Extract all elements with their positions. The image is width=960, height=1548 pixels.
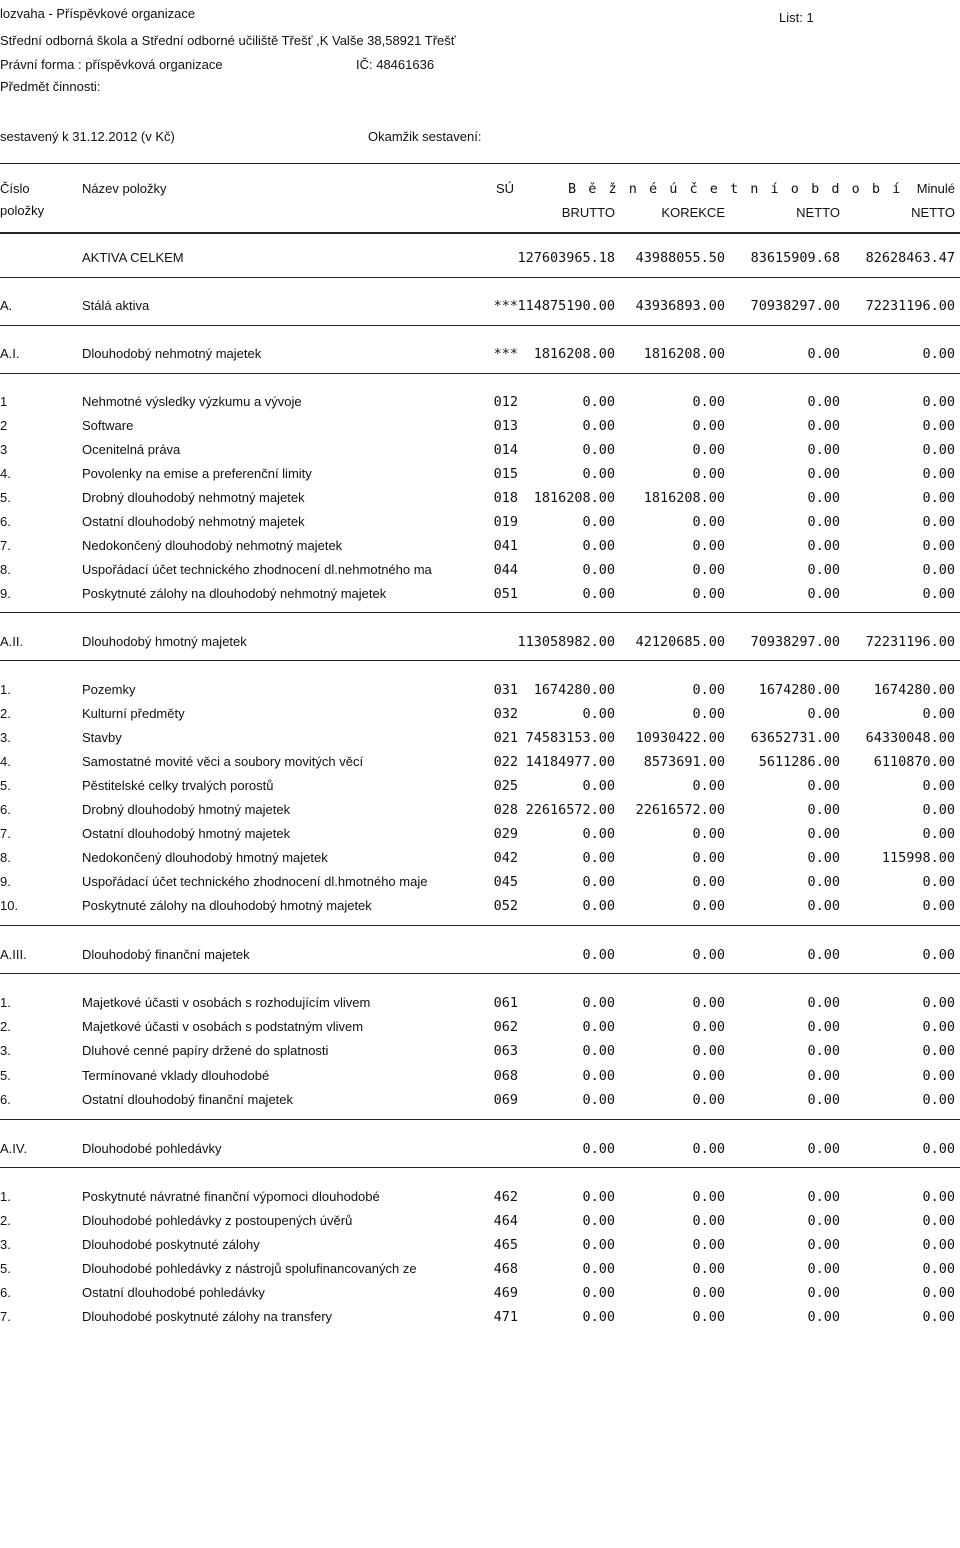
cell-prev: 0.00 [922, 1237, 955, 1253]
cell-korekce: 0.00 [692, 442, 725, 458]
cell-prev: 0.00 [922, 826, 955, 842]
cell-name: Poskytnuté návratné finanční výpomoci dlouhodobé [82, 1189, 380, 1204]
cell-brutto: 0.00 [582, 1092, 615, 1108]
cell-prev: 0.00 [922, 1189, 955, 1205]
cell-brutto: 0.00 [582, 1068, 615, 1084]
cell-netto: 0.00 [807, 826, 840, 842]
cell-num: 5. [0, 1068, 11, 1083]
cell-su: 018 [493, 490, 518, 506]
cell-korekce: 8573691.00 [643, 754, 725, 770]
cell-num: 3. [0, 1237, 11, 1252]
cell-netto: 0.00 [807, 1068, 840, 1084]
cell-netto: 0.00 [807, 394, 840, 410]
cell-prev: 0.00 [922, 706, 955, 722]
cell-netto: 5611286.00 [758, 754, 840, 770]
cell-netto: 0.00 [807, 778, 840, 794]
cell-brutto: 0.00 [582, 898, 615, 914]
cell-su: 069 [493, 1092, 518, 1108]
cell-name: Dluhové cenné papíry držené do splatnosti [82, 1043, 329, 1058]
cell-num: 10. [0, 898, 19, 913]
cell-su: 032 [493, 706, 518, 722]
cell-num: 9. [0, 874, 11, 889]
cell-prev: 0.00 [922, 1213, 955, 1229]
legal-form: Právní forma : příspěvková organizace [0, 57, 223, 72]
cell-num: 1. [0, 1189, 11, 1204]
cell-name: Stavby [82, 730, 122, 745]
cell-su: 022 [493, 754, 518, 770]
cell-brutto: 1816208.00 [533, 490, 615, 506]
cell-num: 3 [0, 442, 8, 457]
cell-num: 7. [0, 1309, 11, 1324]
cell-su: 041 [493, 538, 518, 554]
cell-name: Majetkové účasti v osobách s rozhodujícím vlivem [82, 995, 371, 1010]
cell-brutto: 1674280.00 [533, 682, 615, 698]
cell-name: Povolenky na emise a preferenční limity [82, 466, 312, 481]
cell-korekce: 0.00 [692, 1092, 725, 1108]
cell-num: 3. [0, 1043, 11, 1058]
cell-prev: 0.00 [922, 947, 955, 963]
cell-korekce: 0.00 [692, 682, 725, 698]
cell-prev: 0.00 [922, 802, 955, 818]
cell-korekce: 0.00 [692, 1309, 725, 1325]
cell-netto: 0.00 [807, 418, 840, 434]
cell-name: Ostatní dlouhodobé pohledávky [82, 1285, 265, 1300]
cell-su: *** [493, 346, 518, 362]
cell-korekce: 0.00 [692, 1019, 725, 1035]
cell-name: Stálá aktiva [82, 298, 150, 313]
cell-brutto: 0.00 [582, 562, 615, 578]
section-divider [0, 373, 960, 374]
cell-num: 6. [0, 802, 11, 817]
cell-su: 028 [493, 802, 518, 818]
cell-prev: 0.00 [922, 898, 955, 914]
cell-name: Uspořádací účet technického zhodnocení dl.hmotného maje [82, 874, 428, 889]
cell-num: 8. [0, 850, 11, 865]
page-number: List: 1 [779, 10, 814, 25]
cell-name: Poskytnuté zálohy na dlouhodobý nehmotný majetek [82, 586, 387, 601]
cell-korekce: 0.00 [692, 1237, 725, 1253]
compile-moment: Okamžik sestavení: [368, 129, 482, 144]
cell-su: 468 [493, 1261, 518, 1277]
cell-korekce: 0.00 [692, 947, 725, 963]
cell-brutto: 1816208.00 [533, 346, 615, 362]
cell-netto: 0.00 [807, 490, 840, 506]
cell-su: 042 [493, 850, 518, 866]
cell-prev: 0.00 [922, 1068, 955, 1084]
cell-num: A.I. [0, 346, 20, 361]
cell-name: Drobný dlouhodobý hmotný majetek [82, 802, 291, 817]
cell-su: 021 [493, 730, 518, 746]
cell-prev: 6110870.00 [873, 754, 955, 770]
cell-prev: 82628463.47 [865, 250, 955, 266]
cell-prev: 0.00 [922, 394, 955, 410]
cell-brutto: 0.00 [582, 874, 615, 890]
cell-netto: 70938297.00 [750, 634, 840, 650]
cell-netto: 0.00 [807, 346, 840, 362]
cell-name: Dlouhodobé poskytnuté zálohy na transfery [82, 1309, 333, 1324]
cell-name: Drobný dlouhodobý nehmotný majetek [82, 490, 305, 505]
col-netto-label: NETTO [796, 205, 840, 220]
cell-brutto: 0.00 [582, 1043, 615, 1059]
cell-num: 2. [0, 1019, 11, 1034]
cell-name: Ocenitelná práva [82, 442, 181, 457]
cell-num: 5. [0, 490, 11, 505]
cell-prev: 1674280.00 [873, 682, 955, 698]
organization-line: Střední odborná škola a Střední odborné učiliště Třešť ,K Valše 38,58921 Třešť [0, 33, 456, 48]
cell-prev: 0.00 [922, 1043, 955, 1059]
cell-korekce: 0.00 [692, 1285, 725, 1301]
cell-netto: 0.00 [807, 850, 840, 866]
cell-korekce: 0.00 [692, 418, 725, 434]
cell-prev: 0.00 [922, 586, 955, 602]
cell-netto: 0.00 [807, 898, 840, 914]
cell-prev: 0.00 [922, 490, 955, 506]
col-number-label-2: položky [0, 203, 45, 218]
cell-prev: 0.00 [922, 1141, 955, 1157]
cell-name: Poskytnuté zálohy na dlouhodobý hmotný majetek [82, 898, 372, 913]
col-su-label: SÚ [496, 181, 515, 196]
cell-korekce: 1816208.00 [643, 490, 725, 506]
cell-korekce: 0.00 [692, 826, 725, 842]
cell-su: *** [493, 298, 518, 314]
cell-brutto: 22616572.00 [525, 802, 615, 818]
cell-name: Pěstitelské celky trvalých porostů [82, 778, 274, 793]
cell-su: 045 [493, 874, 518, 890]
cell-netto: 1674280.00 [758, 682, 840, 698]
cell-num: 5. [0, 778, 11, 793]
cell-korekce: 0.00 [692, 586, 725, 602]
cell-prev: 0.00 [922, 1019, 955, 1035]
cell-num: 4. [0, 466, 11, 481]
ic-number: IČ: 48461636 [356, 57, 435, 72]
cell-num: 1. [0, 682, 11, 697]
cell-brutto: 0.00 [582, 826, 615, 842]
cell-korekce: 0.00 [692, 514, 725, 530]
cell-netto: 0.00 [807, 1019, 840, 1035]
cell-su: 464 [493, 1213, 518, 1229]
cell-num: 1. [0, 995, 11, 1010]
header-rule-bottom [0, 232, 960, 234]
cell-su: 014 [493, 442, 518, 458]
cell-su: 052 [493, 898, 518, 914]
cell-korekce: 0.00 [692, 466, 725, 482]
cell-num: 2 [0, 418, 8, 433]
cell-name: Termínované vklady dlouhodobé [82, 1068, 270, 1083]
cell-num: A.II. [0, 634, 24, 649]
header-rule-top [0, 163, 960, 164]
cell-korekce: 0.00 [692, 538, 725, 554]
cell-prev: 0.00 [922, 514, 955, 530]
cell-su: 044 [493, 562, 518, 578]
cell-num: A.IV. [0, 1141, 27, 1156]
cell-prev: 0.00 [922, 1309, 955, 1325]
cell-su: 469 [493, 1285, 518, 1301]
cell-netto: 70938297.00 [750, 298, 840, 314]
cell-korekce: 0.00 [692, 1068, 725, 1084]
cell-netto: 0.00 [807, 1092, 840, 1108]
cell-brutto: 0.00 [582, 995, 615, 1011]
cell-su: 013 [493, 418, 518, 434]
cell-netto: 0.00 [807, 1141, 840, 1157]
cell-korekce: 0.00 [692, 778, 725, 794]
cell-brutto: 113058982.00 [517, 634, 615, 650]
cell-num: 4. [0, 754, 11, 769]
section-divider [0, 973, 960, 974]
cell-brutto: 0.00 [582, 466, 615, 482]
col-brutto-label: BRUTTO [561, 205, 615, 220]
cell-su: 025 [493, 778, 518, 794]
cell-su: 068 [493, 1068, 518, 1084]
cell-brutto: 114875190.00 [517, 298, 615, 314]
cell-name: Nedokončený dlouhodobý nehmotný majetek [82, 538, 343, 553]
cell-num: 3. [0, 730, 11, 745]
cell-name: Pozemky [82, 682, 136, 697]
cell-netto: 0.00 [807, 442, 840, 458]
cell-su: 051 [493, 586, 518, 602]
cell-su: 012 [493, 394, 518, 410]
cell-name: Dlouhodobé pohledávky z nástrojů spolufinancovaných ze [82, 1261, 417, 1276]
cell-name: Ostatní dlouhodobý finanční majetek [82, 1092, 294, 1107]
cell-brutto: 0.00 [582, 1237, 615, 1253]
cell-prev: 64330048.00 [865, 730, 955, 746]
cell-netto: 0.00 [807, 995, 840, 1011]
cell-netto: 83615909.68 [750, 250, 840, 266]
cell-name: Kulturní předměty [82, 706, 185, 721]
cell-su: 063 [493, 1043, 518, 1059]
cell-prev: 0.00 [922, 1261, 955, 1277]
cell-su: 029 [493, 826, 518, 842]
cell-korekce: 22616572.00 [635, 802, 725, 818]
cell-netto: 0.00 [807, 874, 840, 890]
cell-brutto: 0.00 [582, 586, 615, 602]
section-divider [0, 1119, 960, 1120]
cell-korekce: 0.00 [692, 706, 725, 722]
cell-name: Ostatní dlouhodobý nehmotný majetek [82, 514, 305, 529]
cell-num: 6. [0, 1092, 11, 1107]
cell-netto: 0.00 [807, 947, 840, 963]
cell-prev: 0.00 [922, 1285, 955, 1301]
cell-su: 471 [493, 1309, 518, 1325]
cell-num: A.III. [0, 947, 27, 962]
cell-korekce: 0.00 [692, 1189, 725, 1205]
cell-korekce: 0.00 [692, 874, 725, 890]
cell-korekce: 0.00 [692, 394, 725, 410]
cell-korekce: 43988055.50 [635, 250, 725, 266]
cell-num: 9. [0, 586, 11, 601]
cell-brutto: 74583153.00 [525, 730, 615, 746]
cell-name: AKTIVA CELKEM [82, 250, 184, 265]
cell-num: 8. [0, 562, 11, 577]
cell-name: Dlouhodobý finanční majetek [82, 947, 250, 962]
cell-prev: 0.00 [922, 778, 955, 794]
cell-num: 6. [0, 1285, 11, 1300]
cell-brutto: 0.00 [582, 418, 615, 434]
cell-prev: 115998.00 [881, 850, 955, 866]
cell-brutto: 14184977.00 [525, 754, 615, 770]
cell-netto: 63652731.00 [750, 730, 840, 746]
cell-name: Nedokončený dlouhodobý hmotný majetek [82, 850, 328, 865]
cell-num: 7. [0, 538, 11, 553]
cell-name: Dlouhodobé pohledávky z postoupených úvěrů [82, 1213, 353, 1228]
cell-brutto: 0.00 [582, 1285, 615, 1301]
col-korekce-label: KOREKCE [661, 205, 725, 220]
cell-brutto: 0.00 [582, 1261, 615, 1277]
cell-netto: 0.00 [807, 706, 840, 722]
cell-su: 015 [493, 466, 518, 482]
cell-name: Nehmotné výsledky výzkumu a vývoje [82, 394, 302, 409]
col-number-label: Číslo [0, 181, 30, 196]
cell-name: Dlouhodobé pohledávky [82, 1141, 222, 1156]
cell-brutto: 0.00 [582, 514, 615, 530]
cell-netto: 0.00 [807, 562, 840, 578]
section-divider [0, 1167, 960, 1168]
cell-netto: 0.00 [807, 1237, 840, 1253]
cell-su: 031 [493, 682, 518, 698]
cell-prev: 0.00 [922, 562, 955, 578]
cell-korekce: 0.00 [692, 562, 725, 578]
cell-name: Samostatné movité věci a soubory movitých věcí [82, 754, 364, 769]
cell-su: 061 [493, 995, 518, 1011]
cell-num: 5. [0, 1261, 11, 1276]
cell-prev: 0.00 [922, 538, 955, 554]
cell-netto: 0.00 [807, 1189, 840, 1205]
cell-korekce: 43936893.00 [635, 298, 725, 314]
cell-korekce: 42120685.00 [635, 634, 725, 650]
cell-brutto: 0.00 [582, 947, 615, 963]
section-divider [0, 612, 960, 613]
section-divider [0, 660, 960, 661]
cell-num: 6. [0, 514, 11, 529]
cell-netto: 0.00 [807, 1043, 840, 1059]
section-divider [0, 925, 960, 926]
cell-korekce: 1816208.00 [643, 346, 725, 362]
cell-num: 2. [0, 1213, 11, 1228]
compiled-date: sestavený k 31.12.2012 (v Kč) [0, 129, 175, 144]
cell-netto: 0.00 [807, 466, 840, 482]
cell-brutto: 0.00 [582, 1189, 615, 1205]
cell-brutto: 0.00 [582, 538, 615, 554]
cell-korekce: 0.00 [692, 1043, 725, 1059]
col-period-label: B ě ž n é ú č e t n í o b d o b í [568, 181, 903, 197]
cell-korekce: 0.00 [692, 898, 725, 914]
cell-netto: 0.00 [807, 1309, 840, 1325]
report-title: lozvaha - Příspěvkové organizace [0, 6, 196, 21]
cell-brutto: 0.00 [582, 1213, 615, 1229]
col-prev-label: Minulé [916, 181, 955, 196]
cell-name: Dlouhodobé poskytnuté zálohy [82, 1237, 260, 1252]
cell-su: 462 [493, 1189, 518, 1205]
cell-netto: 0.00 [807, 538, 840, 554]
cell-netto: 0.00 [807, 1261, 840, 1277]
cell-netto: 0.00 [807, 1213, 840, 1229]
cell-netto: 0.00 [807, 586, 840, 602]
cell-num: A. [0, 298, 13, 313]
cell-prev: 0.00 [922, 1092, 955, 1108]
cell-brutto: 0.00 [582, 1309, 615, 1325]
cell-num: 7. [0, 826, 11, 841]
section-divider [0, 277, 960, 278]
cell-prev: 0.00 [922, 995, 955, 1011]
cell-name: Software [82, 418, 134, 433]
col-name-label: Název položky [82, 181, 167, 196]
activity-label: Předmět činnosti: [0, 79, 101, 94]
cell-prev: 0.00 [922, 874, 955, 890]
cell-prev: 72231196.00 [865, 634, 955, 650]
cell-brutto: 0.00 [582, 1019, 615, 1035]
cell-netto: 0.00 [807, 514, 840, 530]
cell-su: 019 [493, 514, 518, 530]
cell-prev: 0.00 [922, 418, 955, 434]
cell-netto: 0.00 [807, 802, 840, 818]
cell-korekce: 0.00 [692, 1213, 725, 1229]
cell-prev: 0.00 [922, 466, 955, 482]
cell-name: Majetkové účasti v osobách s podstatným vlivem [82, 1019, 364, 1034]
cell-prev: 0.00 [922, 346, 955, 362]
cell-name: Dlouhodobý hmotný majetek [82, 634, 247, 649]
cell-korekce: 10930422.00 [635, 730, 725, 746]
cell-brutto: 127603965.18 [517, 250, 615, 266]
cell-korekce: 0.00 [692, 995, 725, 1011]
cell-prev: 72231196.00 [865, 298, 955, 314]
cell-name: Dlouhodobý nehmotný majetek [82, 346, 262, 361]
cell-brutto: 0.00 [582, 442, 615, 458]
cell-su: 062 [493, 1019, 518, 1035]
cell-korekce: 0.00 [692, 1261, 725, 1277]
cell-num: 1 [0, 394, 8, 409]
cell-netto: 0.00 [807, 1285, 840, 1301]
cell-korekce: 0.00 [692, 850, 725, 866]
cell-name: Uspořádací účet technického zhodnocení dl.nehmotného ma [82, 562, 432, 577]
cell-brutto: 0.00 [582, 706, 615, 722]
cell-korekce: 0.00 [692, 1141, 725, 1157]
cell-prev: 0.00 [922, 442, 955, 458]
cell-brutto: 0.00 [582, 1141, 615, 1157]
cell-brutto: 0.00 [582, 394, 615, 410]
cell-brutto: 0.00 [582, 778, 615, 794]
cell-brutto: 0.00 [582, 850, 615, 866]
section-divider [0, 325, 960, 326]
cell-num: 2. [0, 706, 11, 721]
col-prev-netto-label: NETTO [911, 205, 955, 220]
cell-su: 465 [493, 1237, 518, 1253]
cell-name: Ostatní dlouhodobý hmotný majetek [82, 826, 291, 841]
